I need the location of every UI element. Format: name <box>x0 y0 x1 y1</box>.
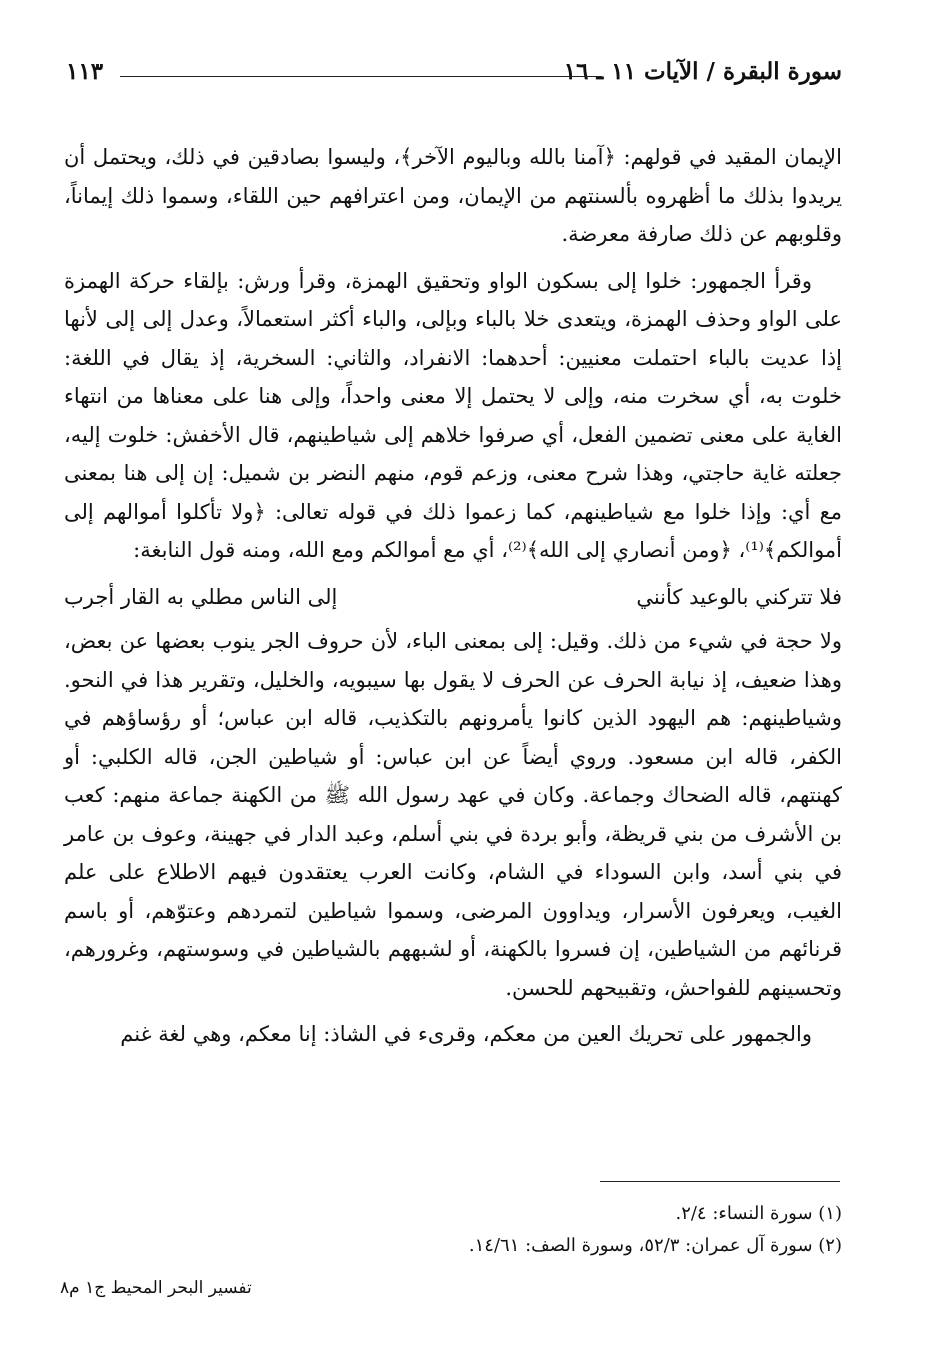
footnote-1: (١) سورة النساء: ٢/٤. <box>675 1203 842 1224</box>
footnote-rule <box>600 1181 840 1182</box>
verse-second-hemistich: إلى الناس مطلي به القار أجرب <box>64 584 338 609</box>
paragraph-2: وقرأ الجمهور: خلوا إلى بسكون الواو وتحقيق الهمزة، وقرأ ورش: بإلقاء حركة الهمزة على الواو وحذف الهمزة، ويتعدى خلا بالباء وبإلى، والباء أكثر استعمالاً، وعدل إلى إلى لأنها إذا عديت بالباء احتملت معنيين: أحدهما: الانفراد، والثاني: السخرية، إذ يقال في اللغة: خلوت به، أي سخرت منه، وإلى لا يحتمل إلا معنى واحداً، وإلى هنا على معناها من انتهاء الغاية على معنى تضمين الفعل، أي صرفوا خلاهم إلى شياطينهم، قال الأخفش: خلوت إليه، جعلته غاية حاجتي، وهذا شرح معنى، وزعم قوم، منهم النضر بن شميل: إن إلى هنا بمعنى مع أي: وإذا خلوا مع شياطينهم، كما زعموا ذلك في قوله تعالى: ﴿ولا تأكلوا أموالهم إلى أموالكم﴾⁽¹⁾، ﴿ومن أنصاري إلى الله﴾⁽²⁾، أي مع أموالكم ومع الله، ومنه قول النابغة: <box>64 268 842 562</box>
paragraph-3: ولا حجة في شيء من ذلك. وقيل: إلى بمعنى الباء، لأن حروف الجر ينوب بعضها عن بعض، وهذا ضعيف، إذ نيابة الحرف عن الحرف لا يقول بها سيبويه، والخليل، وتقرير هذا في النحو. وشياطينهم: هم اليهود الذين كانوا يأمرونهم بالتكذيب، قاله ابن عباس؛ أو رؤساؤهم في الكفر، قاله ابن مسعود. وروي أيضاً عن ابن عباس: أو شياطين الجن، قاله الكلبي: أو كهنتهم، قاله الضحاك وجماعة. وكان في عهد رسول الله ﷺ من الكهنة جماعة منهم: كعب بن الأشرف من بني قريظة، وأبو بردة في بني أسلم، وعبد الدار في جهينة، وعوف بن عامر في بني أسد، وابن السوداء في الشام، وكانت العرب يعتقدون فيهم الاطلاع على علم الغيب، ويعرفون الأسرار، ويداوون المرضى، وسموا شياطين لتمردهم وعتوّهم، أو باسم قرنائهم من الشياطين، إن فسروا بالكهنة، أو لشبههم بالشياطين في وسوستهم، وغرورهم، وتحسينهم للفواحش، وتقبيحهم للحسن. <box>64 629 842 1000</box>
book-signature-footer: تفسير البحر المحيط ج١ م٨ <box>60 1278 252 1298</box>
page-number: ١١٣ <box>66 58 104 85</box>
footnotes <box>142 1198 842 1262</box>
verse-first-hemistich: فلا تتركني بالوعيد كأنني <box>636 584 842 609</box>
running-header <box>66 58 842 98</box>
paragraph-1: الإيمان المقيد في قولهم: ﴿آمنا بالله وباليوم الآخر﴾، وليسوا بصادقين في ذلك، ويحتمل أن يريدوا بذلك ما أظهروه بألسنتهم من الإيمان، ومن اعترافهم حين اللقاء، وسموا ذلك إيماناً، وقلوبهم عن ذلك صارفة معرضة. <box>64 145 842 246</box>
header-title: سورة البقرة / الآيات ١١ ـ ١٦ <box>563 58 842 85</box>
footnote-2: (٢) سورة آل عمران: ٥٢/٣، وسورة الصف: ١٤/٦١. <box>468 1235 842 1256</box>
header-rule <box>120 76 602 77</box>
poetry-verse <box>64 578 842 617</box>
paragraph-4: والجمهور على تحريك العين من معكم، وقرىء في الشاذ: إنا معكم، وهي لغة غنم <box>120 1022 812 1046</box>
main-text <box>64 138 842 1062</box>
